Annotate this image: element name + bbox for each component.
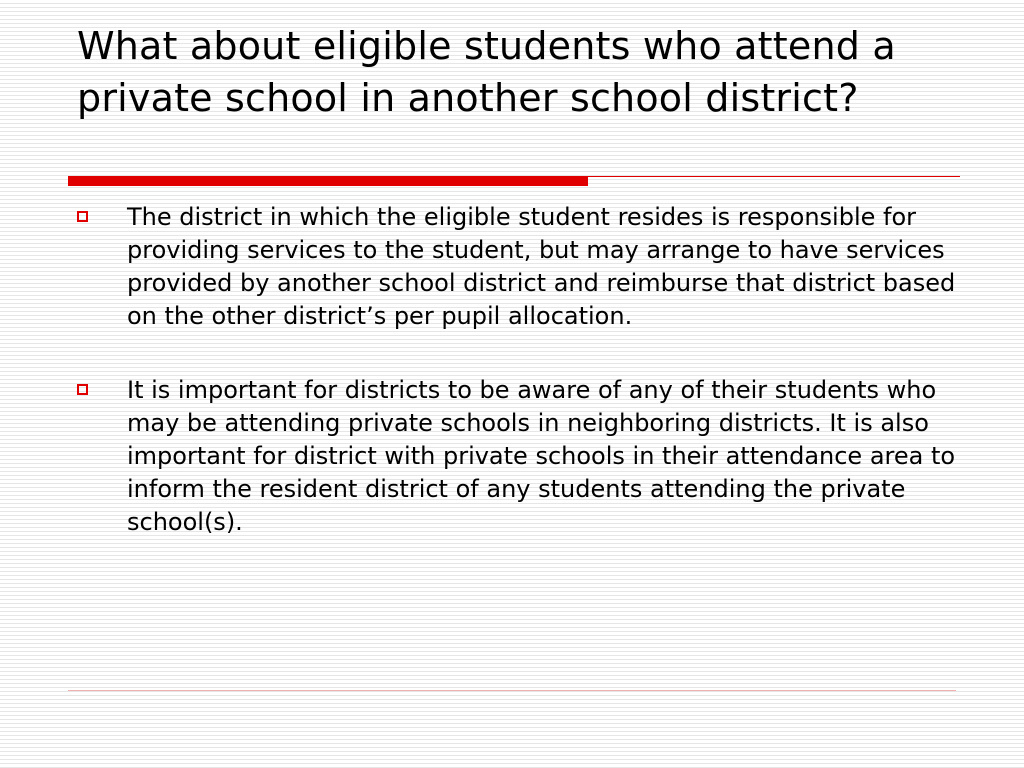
bullet-text: The district in which the eligible student resides is responsible for providing services to the student, but may arrange to have services provided by another school district and reimburse that district based on the other district’s per pupil allocation. <box>127 203 956 330</box>
hollow-square-bullet-icon <box>77 384 88 395</box>
bullet-text: It is important for districts to be aware of any of their students who may be attending private schools in neighboring districts. It is also important for district with private schools in their attendance area to inform the resident district of any students attending the private school(s). <box>127 376 956 536</box>
bullet-list <box>76 201 956 539</box>
title-underline-thick <box>68 176 588 186</box>
bullet-item <box>76 201 956 333</box>
slide-title: What about eligible students who attend a private school in another school district? <box>77 24 896 120</box>
bullet-item <box>76 374 956 539</box>
hollow-square-bullet-icon <box>77 211 88 222</box>
title-underline-thin <box>588 176 960 177</box>
footer-divider <box>68 690 956 691</box>
